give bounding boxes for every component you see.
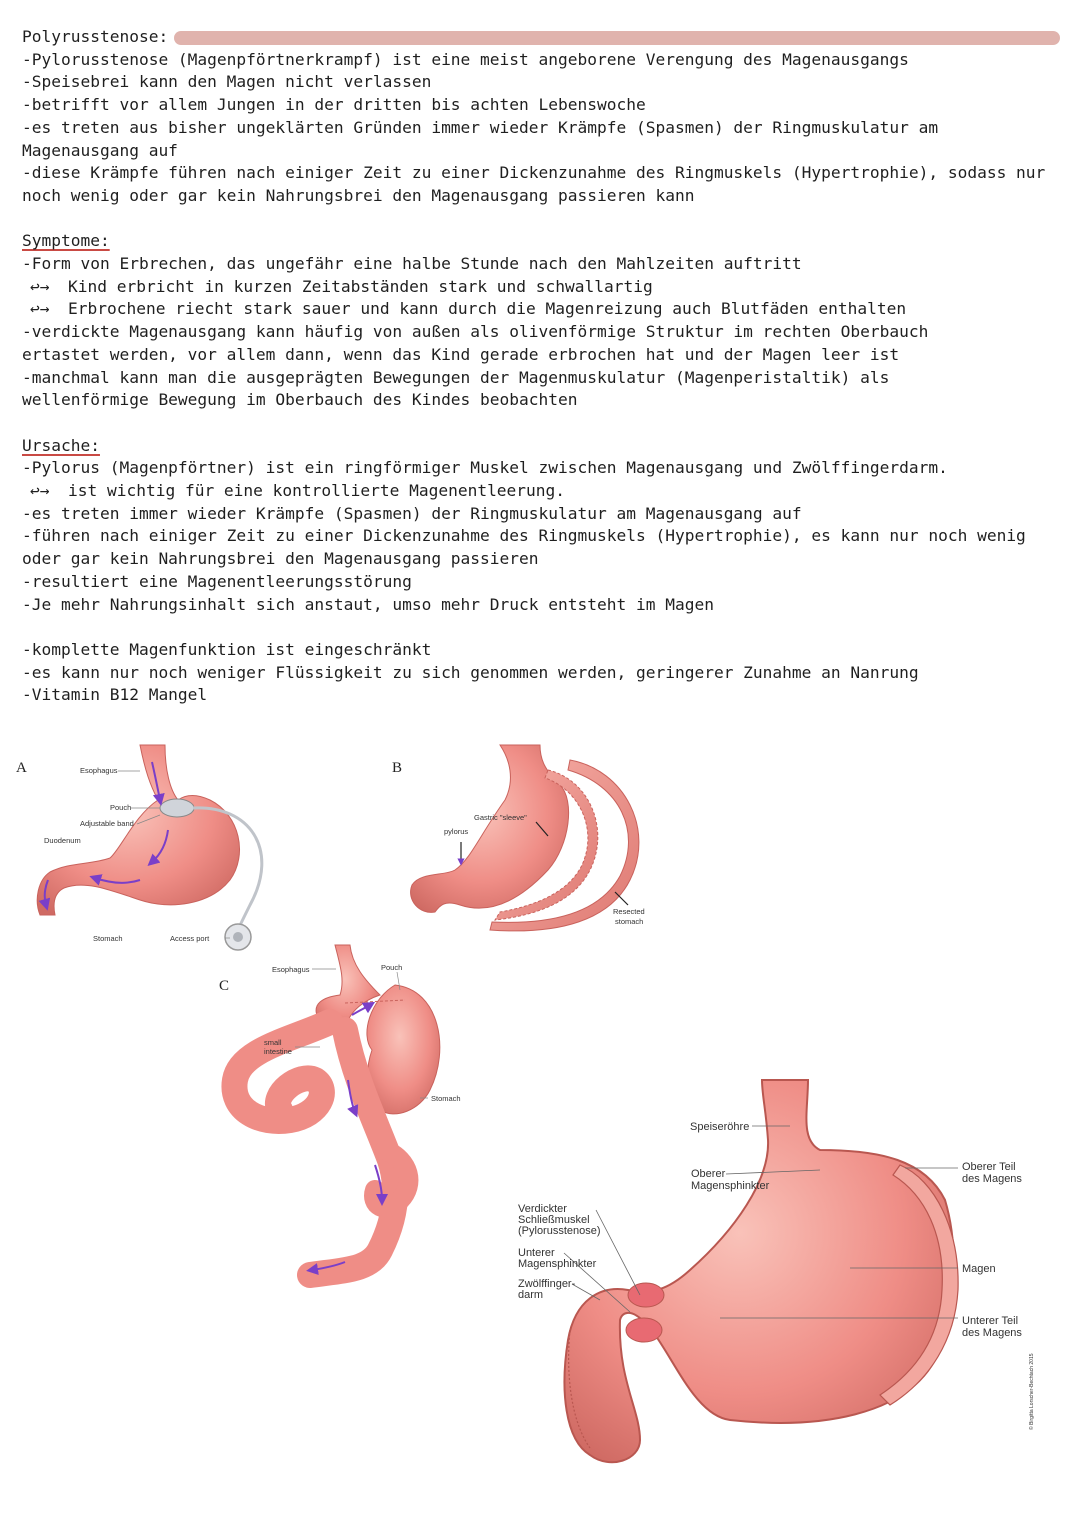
panel-c-bypass: [234, 945, 460, 1275]
cause-line: -führen nach einiger Zeit zu einer Dickenzunahme des Ringmuskels (Hypertrophie), es kann nur noch wenig: [22, 526, 1026, 546]
symptom-sub-text: Erbrochene riecht stark sauer und kann durch die Magenreizung auch Blutfäden enthalten: [68, 299, 907, 319]
symptom-line: -verdickte Magenausgang kann häufig von außen als olivenförmige Struktur im rechten Oberbauch: [22, 322, 929, 342]
label-resected-1: Resected: [613, 907, 645, 916]
curved-arrow-icon: ↩→: [30, 299, 50, 319]
heading-symptome: Symptome:: [22, 231, 110, 251]
consequence-line: -es kann nur noch weniger Flüssigkeit zu sich genommen werden, geringerer Zunahme an Nanrung: [22, 662, 919, 682]
label-unterer-teil-1: Unterer Teil: [962, 1315, 1019, 1327]
heading-ursache: Ursache:: [22, 435, 100, 455]
consequence-line: -Vitamin B12 Mangel: [22, 685, 208, 705]
curved-arrow-icon: ↩→: [30, 276, 50, 296]
label-pouch-c: Pouch: [381, 963, 403, 972]
label-esophagus-c: Esophagus: [272, 965, 310, 974]
stomach-pylorus-illustration: [518, 1080, 1035, 1462]
label-small-1: small: [264, 1038, 282, 1047]
cause-line: -resultiert eine Magenentleerungsstörung: [22, 571, 412, 591]
label-stomach-c: Stomach: [431, 1094, 461, 1103]
label-oberer-teil-2: des Magens: [962, 1173, 1022, 1185]
intro-line: -betrifft vor allem Jungen in der dritten bis achten Lebenswoche: [22, 95, 646, 115]
copyright-text: © Birgitta Lorscher-Bechtach 2015: [1029, 1353, 1035, 1430]
label-oberer-teil-1: Oberer Teil: [962, 1161, 1016, 1173]
symptom-sub-text: Kind erbricht in kurzen Zeitabständen stark und schwallartig: [68, 276, 653, 296]
label-oberer-sph-1: Oberer: [691, 1168, 726, 1180]
panel-label-a: A: [16, 760, 27, 776]
label-resected-2: stomach: [615, 917, 644, 926]
label-speiseroehre: Speiseröhre: [690, 1121, 750, 1133]
symptom-line: -manchmal kann man die ausgeprägten Bewegungen der Magenmuskulatur (Magenperistaltik) als: [22, 367, 890, 387]
symptom-line: wellenförmige Bewegung im Oberbauch des Kindes beobachten: [22, 390, 578, 410]
symptom-line: -Form von Erbrechen, das ungefähr eine halbe Stunde nach den Mahlzeiten auftritt: [22, 254, 802, 274]
curved-arrow-icon: ↩→: [30, 481, 50, 501]
label-pouch-a: Pouch: [110, 803, 132, 812]
label-pylorus-b: pylorus: [444, 827, 469, 836]
cause-line: -es treten immer wieder Krämpfe (Spasmen) der Ringmuskulatur am Magenausgang auf: [22, 503, 802, 523]
panel-label-c: C: [219, 978, 230, 994]
label-verdickter-2: Schließmuskel: [518, 1214, 590, 1226]
label-access-port: Access port: [170, 934, 210, 943]
label-zwoelf-1: Zwölffinger-: [518, 1278, 576, 1290]
label-stomach-a: Stomach: [93, 934, 123, 943]
cause-line: -Je mehr Nahrungsinhalt sich anstaut, umso mehr Druck entsteht im Magen: [22, 594, 714, 614]
cause-line: -Pylorus (Magenpförtner) ist ein ringförmiger Muskel zwischen Magenausgang und Zwölffingerdarm.: [22, 458, 948, 478]
cause-line: oder gar kein Nahrungsbrei den Magenausgang passieren: [22, 549, 539, 569]
panel-b-sleeve: [411, 745, 645, 931]
intro-line: noch wenig oder gar kein Nahrungsbrei den Magenausgang passieren kann: [22, 185, 695, 205]
consequence-line: -komplette Magenfunktion ist eingeschränkt: [22, 639, 432, 659]
label-duodenum-a: Duodenum: [44, 836, 81, 845]
symptom-line: ertastet werden, vor allem dann, wenn das Kind gerade erbrochen hat und der Magen leer ist: [22, 344, 900, 364]
cause-sub-text: ist wichtig für eine kontrollierte Magenentleerung.: [68, 481, 566, 501]
label-verdickter-1: Verdickter: [518, 1203, 567, 1215]
intro-line: -Speisebrei kann den Magen nicht verlassen: [22, 72, 432, 92]
label-small-2: intestine: [264, 1047, 292, 1056]
label-unterer-sph-1: Unterer: [518, 1247, 555, 1259]
label-band-a: Adjustable band: [80, 819, 134, 828]
heading-polyrusstenose: Polyrusstenose:: [22, 27, 169, 46]
label-unterer-sph-2: Magensphinkter: [518, 1258, 597, 1270]
intro-line: -diese Krämpfe führen nach einiger Zeit zu einer Dickenzunahme des Ringmuskels (Hypertrophie), sodass nur: [22, 163, 1046, 183]
intro-line: -es treten aus bisher ungeklärten Gründen immer wieder Krämpfe (Spasmen) der Ringmuskulatur am: [22, 117, 939, 137]
label-oberer-sph-2: Magensphinkter: [691, 1180, 770, 1192]
label-verdickter-3: (Pylorusstenose): [518, 1225, 601, 1237]
intro-line: Magenausgang auf: [22, 140, 178, 160]
panel-a-gastric-band: [37, 745, 262, 950]
panel-label-b: B: [392, 760, 403, 776]
label-unterer-teil-2: des Magens: [962, 1327, 1022, 1339]
label-sleeve: Gastric "sleeve": [474, 813, 527, 822]
intro-line: -Pylorusstenose (Magenpförtnerkrampf) ist eine meist angeborene Verengung des Magenausgangs: [22, 49, 909, 69]
label-magen: Magen: [962, 1263, 996, 1275]
label-zwoelf-2: darm: [518, 1289, 544, 1301]
label-esophagus-a: Esophagus: [80, 766, 118, 775]
